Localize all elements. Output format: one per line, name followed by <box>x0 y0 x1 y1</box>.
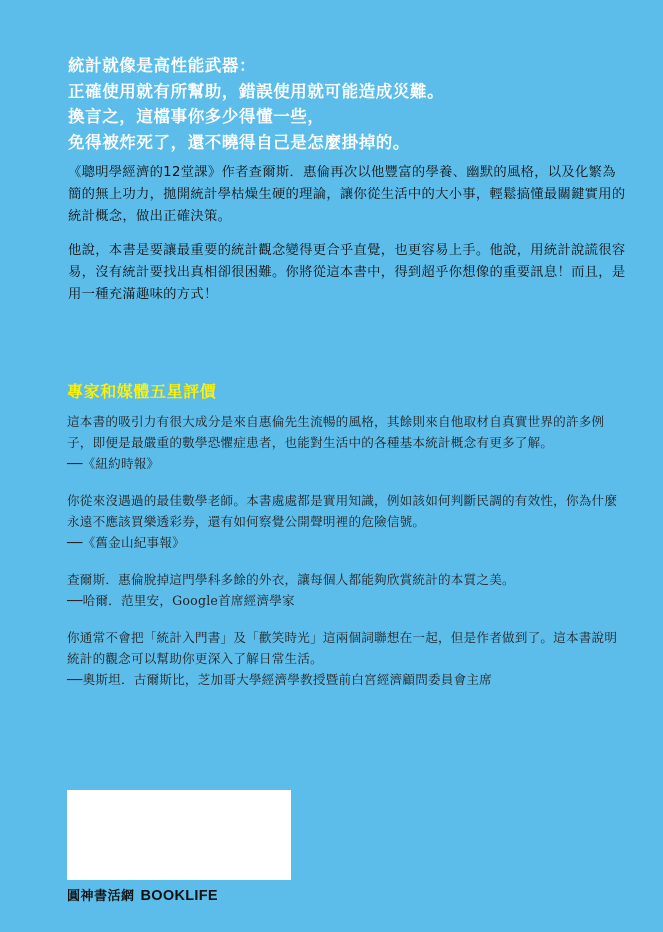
review-quote: 你通常不會把「統計入門書」及「歡笑時光」這兩個詞聯想在一起，但是作者做到了。這本書說明統計的觀念可以幫助你更深入了解日常生活。 <box>67 630 618 666</box>
review-quote: 查爾斯．惠倫脫掉這門學科多餘的外衣，讓每個人都能夠欣賞統計的本質之美。 <box>67 572 515 587</box>
review-item <box>67 569 627 611</box>
review-source: ──哈爾．范里安，Google首席經濟學家 <box>67 593 295 608</box>
review-source: ──《舊金山紀事報》 <box>67 535 185 550</box>
review-quote: 你從來沒遇過的最佳數學老師。本書處處都是實用知識，例如該如何判斷民調的有效性，你為什麼永遠不應該買樂透彩券，還有如何察覺公開聲明裡的危險信號。 <box>67 493 618 529</box>
headline-line: 正確使用就有所幫助，錯誤使用就可能造成災難。 <box>68 81 445 101</box>
publisher-logo <box>67 885 218 904</box>
headline-line: 換言之，這檔事你多少得懂一些， <box>68 107 325 126</box>
intro-block <box>68 162 628 318</box>
review-source: ──《紐約時報》 <box>67 456 160 471</box>
barcode-area <box>67 790 291 880</box>
review-item <box>67 411 627 474</box>
headline-line: 免得被炸死了，還不曉得自己是怎麼掛掉的。 <box>68 132 410 152</box>
review-item <box>67 627 627 690</box>
intro-paragraph: 《聰明學經濟的12堂課》作者查爾斯．惠倫再次以他豐富的學養、幽默的風格，以及化繁為簡的無上功力，拋開統計學枯燥生硬的理論，讓你從生活中的大小事，輕鬆搞懂最關鍵實用的統計概念，做出正確決策。 <box>68 165 626 224</box>
section-title: 專家和媒體五星評價 <box>67 382 217 401</box>
publisher-name-cn: 圓神書活網 <box>67 889 135 904</box>
review-quote: 這本書的吸引力有很大成分是來自惠倫先生流暢的風格，其餘則來自他取材自真實世界的許多例子，即便是最嚴重的數學恐懼症患者，也能對生活中的各種基本統計概念有更多了解。 <box>67 414 605 450</box>
review-source: ──奧斯坦．古爾斯比，芝加哥大學經濟學教授暨前白宮經濟顧問委員會主席 <box>67 672 492 687</box>
review-item <box>67 490 627 553</box>
headline-line: 統計就像是高性能武器： <box>68 56 257 75</box>
intro-paragraph: 他說，本書是要讓最重要的統計觀念變得更合乎直覺，也更容易上手。他說，用統計說謊很容易，沒有統計要找出真相卻很困難。你將從這本書中，得到超乎你想像的重要訊息！而且，是用一種充滿趣味的方式！ <box>68 243 626 302</box>
reviews-list <box>67 411 627 706</box>
headline-block <box>68 53 628 155</box>
publisher-name-en: BOOKLIFE <box>140 888 218 904</box>
